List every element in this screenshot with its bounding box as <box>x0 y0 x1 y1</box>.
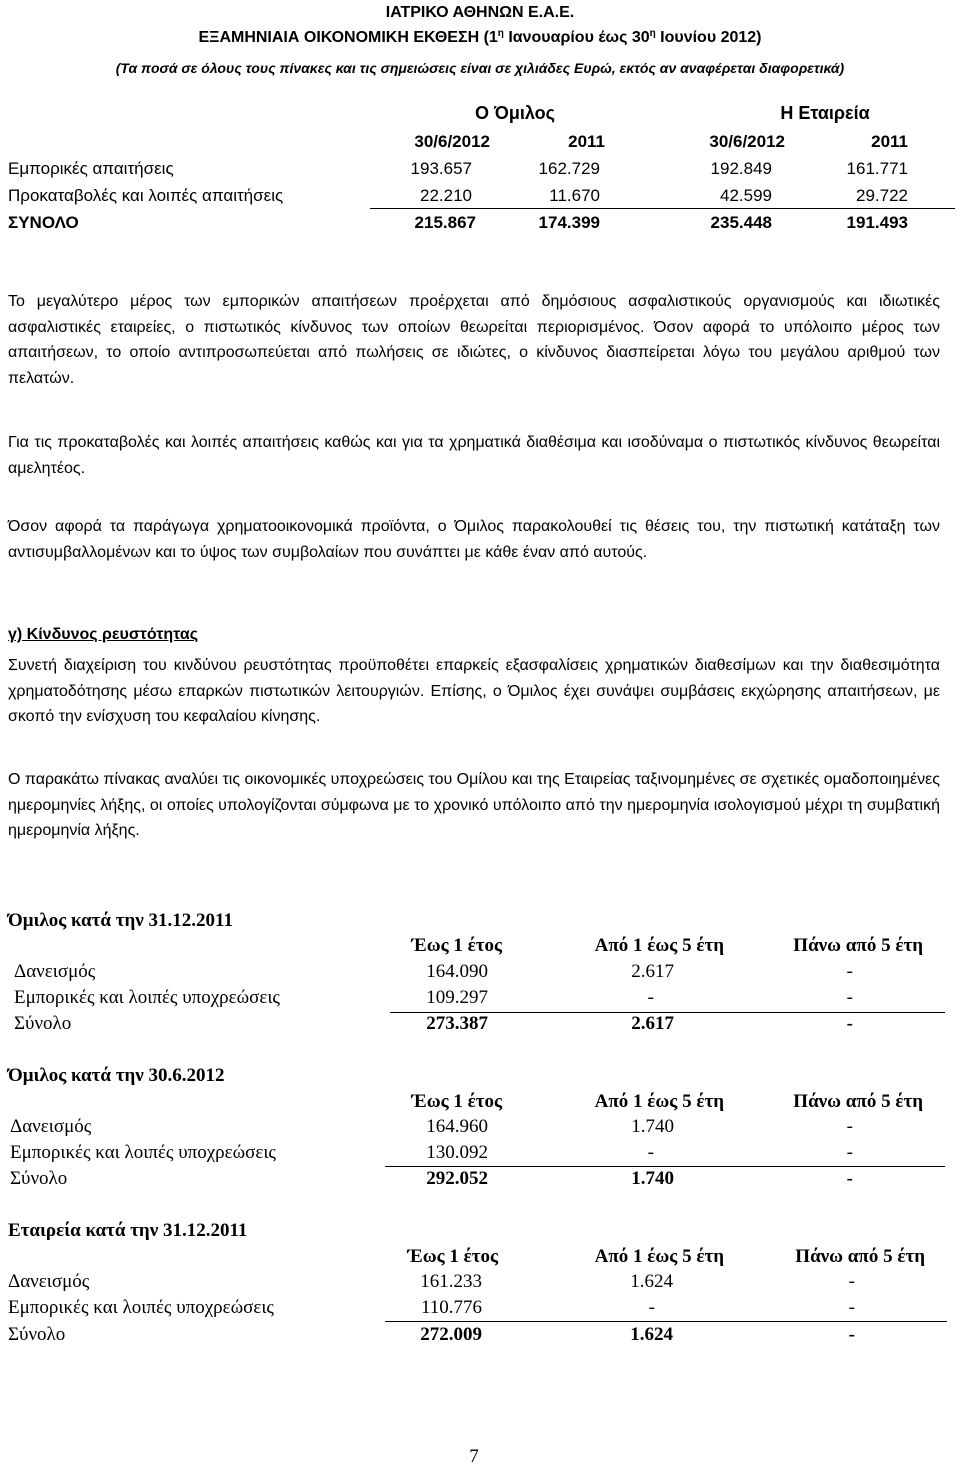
cell: 292.052 <box>426 1168 488 1189</box>
cell: 110.776 <box>420 1297 482 1318</box>
cell: 272.009 <box>420 1324 482 1345</box>
cell: 161.233 <box>420 1271 482 1292</box>
company-title: ΙΑΤΡΙΚΟ ΑΘΗΝΩΝ Ε.Α.Ε. <box>385 4 575 21</box>
cell: - <box>846 1116 853 1137</box>
row-label: Σύνολο <box>8 1324 66 1345</box>
row-label: ΣΥΝΟΛΟ <box>8 213 79 232</box>
group-header: Ο Όμιλος <box>474 103 555 123</box>
col-header: Από 1 έως 5 έτη <box>594 1246 724 1267</box>
col-header: 2011 <box>871 132 908 151</box>
col-header: 30/6/2012 <box>414 132 490 151</box>
row-label: Εμπορικές και λοιπές υποχρεώσεις <box>10 1142 276 1163</box>
paragraph-liquidity: Συνετή διαχείριση του κινδύνου ρευστότητας προϋποθέτει επαρκείς εξασφαλίσεις χρηματικών διαθεσίμων και την διαθεσιμότητα χρηματοδότησης μέσω επαρκών πιστωτικών λειτουργιών. Επίσης, ο Όμιλος έχει συνάψει συμβάσεις εκχώρησης απαιτήσεων, με σκοπό την ενίσχυση του κεφαλαίου κίνησης. <box>8 657 940 725</box>
cell: 2.617 <box>631 1013 674 1034</box>
liquidity-risk-heading: γ) Κίνδυνος ρευστότητας <box>8 626 199 643</box>
table-title: Εταιρεία κατά την 31.12.2011 <box>8 1220 248 1241</box>
row-label: Εμπορικές και λοιπές υποχρεώσεις <box>14 987 280 1008</box>
col-header: 30/6/2012 <box>709 132 785 151</box>
row-label: Εμπορικές και λοιπές υποχρεώσεις <box>8 1297 274 1318</box>
col-header: Από 1 έως 5 έτη <box>594 1091 724 1112</box>
cell: - <box>846 1142 853 1163</box>
row-label: Δανεισμός <box>8 1271 90 1292</box>
cell: 273.387 <box>426 1013 488 1034</box>
cell: 235.448 <box>710 213 772 232</box>
cell: - <box>848 1324 855 1345</box>
paragraph-maturity-intro: Ο παρακάτω πίνακας αναλύει τις οικονομικές υποχρεώσεις του Ομίλου και της Εταιρείας ταξινομημένες σε σχετικές ομαδοποιημένες ημερομηνίες λήξης, οι οποίες υπολογίζονται σύμφωνα με το χρονικό υπόλοιπο από την ημερομηνία ισολογισμού μέχρι τη συμβατική ημερομηνία λήξης. <box>8 771 940 839</box>
report-title <box>0 28 960 47</box>
col-header: Από 1 έως 5 έτη <box>594 935 724 956</box>
report-title-part-a: ΕΞΑΜΗΝΙΑΙΑ ΟΙΚΟΝΟΜΙΚΗ ΕΚΘΕΣΗ (1 <box>198 29 498 46</box>
cell: 162.729 <box>538 159 600 178</box>
cell: 164.090 <box>426 961 488 982</box>
cell: - <box>846 1013 853 1034</box>
total-rule <box>385 1321 947 1322</box>
paragraph-advances: Για τις προκαταβολές και λοιπές απαιτήσεις καθώς και για τα χρηματικά διαθέσιμα και ισοδύναμα ο πιστωτικός κίνδυνος θεωρείται αμελητέος. <box>8 434 940 477</box>
cell: - <box>846 1168 853 1189</box>
report-title-sup-1: η <box>497 28 504 39</box>
cell: 29.722 <box>856 186 908 205</box>
cell: 1.624 <box>630 1271 673 1292</box>
cell: 164.960 <box>426 1116 488 1137</box>
cell: - <box>846 961 853 982</box>
cell: 11.670 <box>549 186 600 205</box>
cell: - <box>848 1297 855 1318</box>
cell: 130.092 <box>426 1142 488 1163</box>
row-label: Δανεισμός <box>10 1116 92 1137</box>
report-title-part-b: Ιανουαρίου έως 30 <box>503 29 650 46</box>
cell: 1.740 <box>631 1116 674 1137</box>
row-label: Σύνολο <box>14 1013 72 1034</box>
col-header: Πάνω από 5 έτη <box>793 935 923 956</box>
cell: 191.493 <box>846 213 908 232</box>
report-title-part-c: Ιουνίου 2012) <box>655 29 762 46</box>
cell: - <box>848 1271 855 1292</box>
cell: 193.657 <box>410 159 472 178</box>
total-rule <box>385 1166 945 1167</box>
amounts-note: (Τα ποσά σε όλους τους πίνακες και τις σημειώσεις είναι σε χιλιάδες Ευρώ, εκτός αν αναφέρεται διαφορετικά) <box>115 60 845 76</box>
company-header: Η Εταιρεία <box>780 103 870 123</box>
cell: 2.617 <box>631 961 674 982</box>
col-header: Έως 1 έτος <box>411 1091 502 1112</box>
col-header: Πάνω από 5 έτη <box>795 1246 925 1267</box>
report-title-sup-2: η <box>649 28 656 39</box>
paragraph-derivatives: Όσον αφορά τα παράγωγα χρηματοοικονομικά προϊόντα, ο Όμιλος παρακολουθεί τις θέσεις του, την πιστωτική κατάταξη των αντισυμβαλλομένων και το ύψος των συμβολαίων που συνάπτει με κάθε έναν από αυτούς. <box>8 518 940 561</box>
cell: 1.740 <box>631 1168 674 1189</box>
table-title: Όμιλος κατά την 31.12.2011 <box>8 910 233 931</box>
cell: 174.399 <box>538 213 600 232</box>
cell: - <box>647 1142 654 1163</box>
paragraph-receivables: Το μεγαλύτερο μέρος των εμπορικών απαιτήσεων προέρχεται από δημόσιους ασφαλιστικούς οργανισμούς και ιδιωτικές ασφαλιστικές εταιρείες, ο πιστωτικός κίνδυνος των οποίων θεωρείται περιορισμένος. Όσον αφορά το υπόλοιπο μέρος των απαιτήσεων, το οποίο αντιπροσωπεύεται από πωλήσεις σε ιδιώτες, ο κίνδυνος διασπείρεται λόγω του μεγάλου αριθμού των πελατών. <box>8 293 940 387</box>
row-label: Προκαταβολές και λοιπές απαιτήσεις <box>8 186 284 205</box>
col-header: Έως 1 έτος <box>407 1246 498 1267</box>
table-title: Όμιλος κατά την 30.6.2012 <box>8 1065 225 1086</box>
row-label: Δανεισμός <box>14 961 96 982</box>
cell: - <box>647 987 654 1008</box>
cell: 1.624 <box>630 1324 673 1345</box>
cell: 22.210 <box>420 186 472 205</box>
page-number: 7 <box>469 1446 479 1467</box>
col-header: Έως 1 έτος <box>411 935 502 956</box>
cell: - <box>648 1297 655 1318</box>
cell: - <box>846 987 853 1008</box>
cell: 192.849 <box>710 159 772 178</box>
cell: 161.771 <box>846 159 908 178</box>
total-rule <box>370 208 955 209</box>
cell: 109.297 <box>426 987 488 1008</box>
cell: 42.599 <box>720 186 772 205</box>
cell: 215.867 <box>414 213 476 232</box>
col-header: Πάνω από 5 έτη <box>793 1091 923 1112</box>
row-label: Εμπορικές απαιτήσεις <box>8 159 174 178</box>
row-label: Σύνολο <box>10 1168 68 1189</box>
col-header: 2011 <box>568 132 605 151</box>
